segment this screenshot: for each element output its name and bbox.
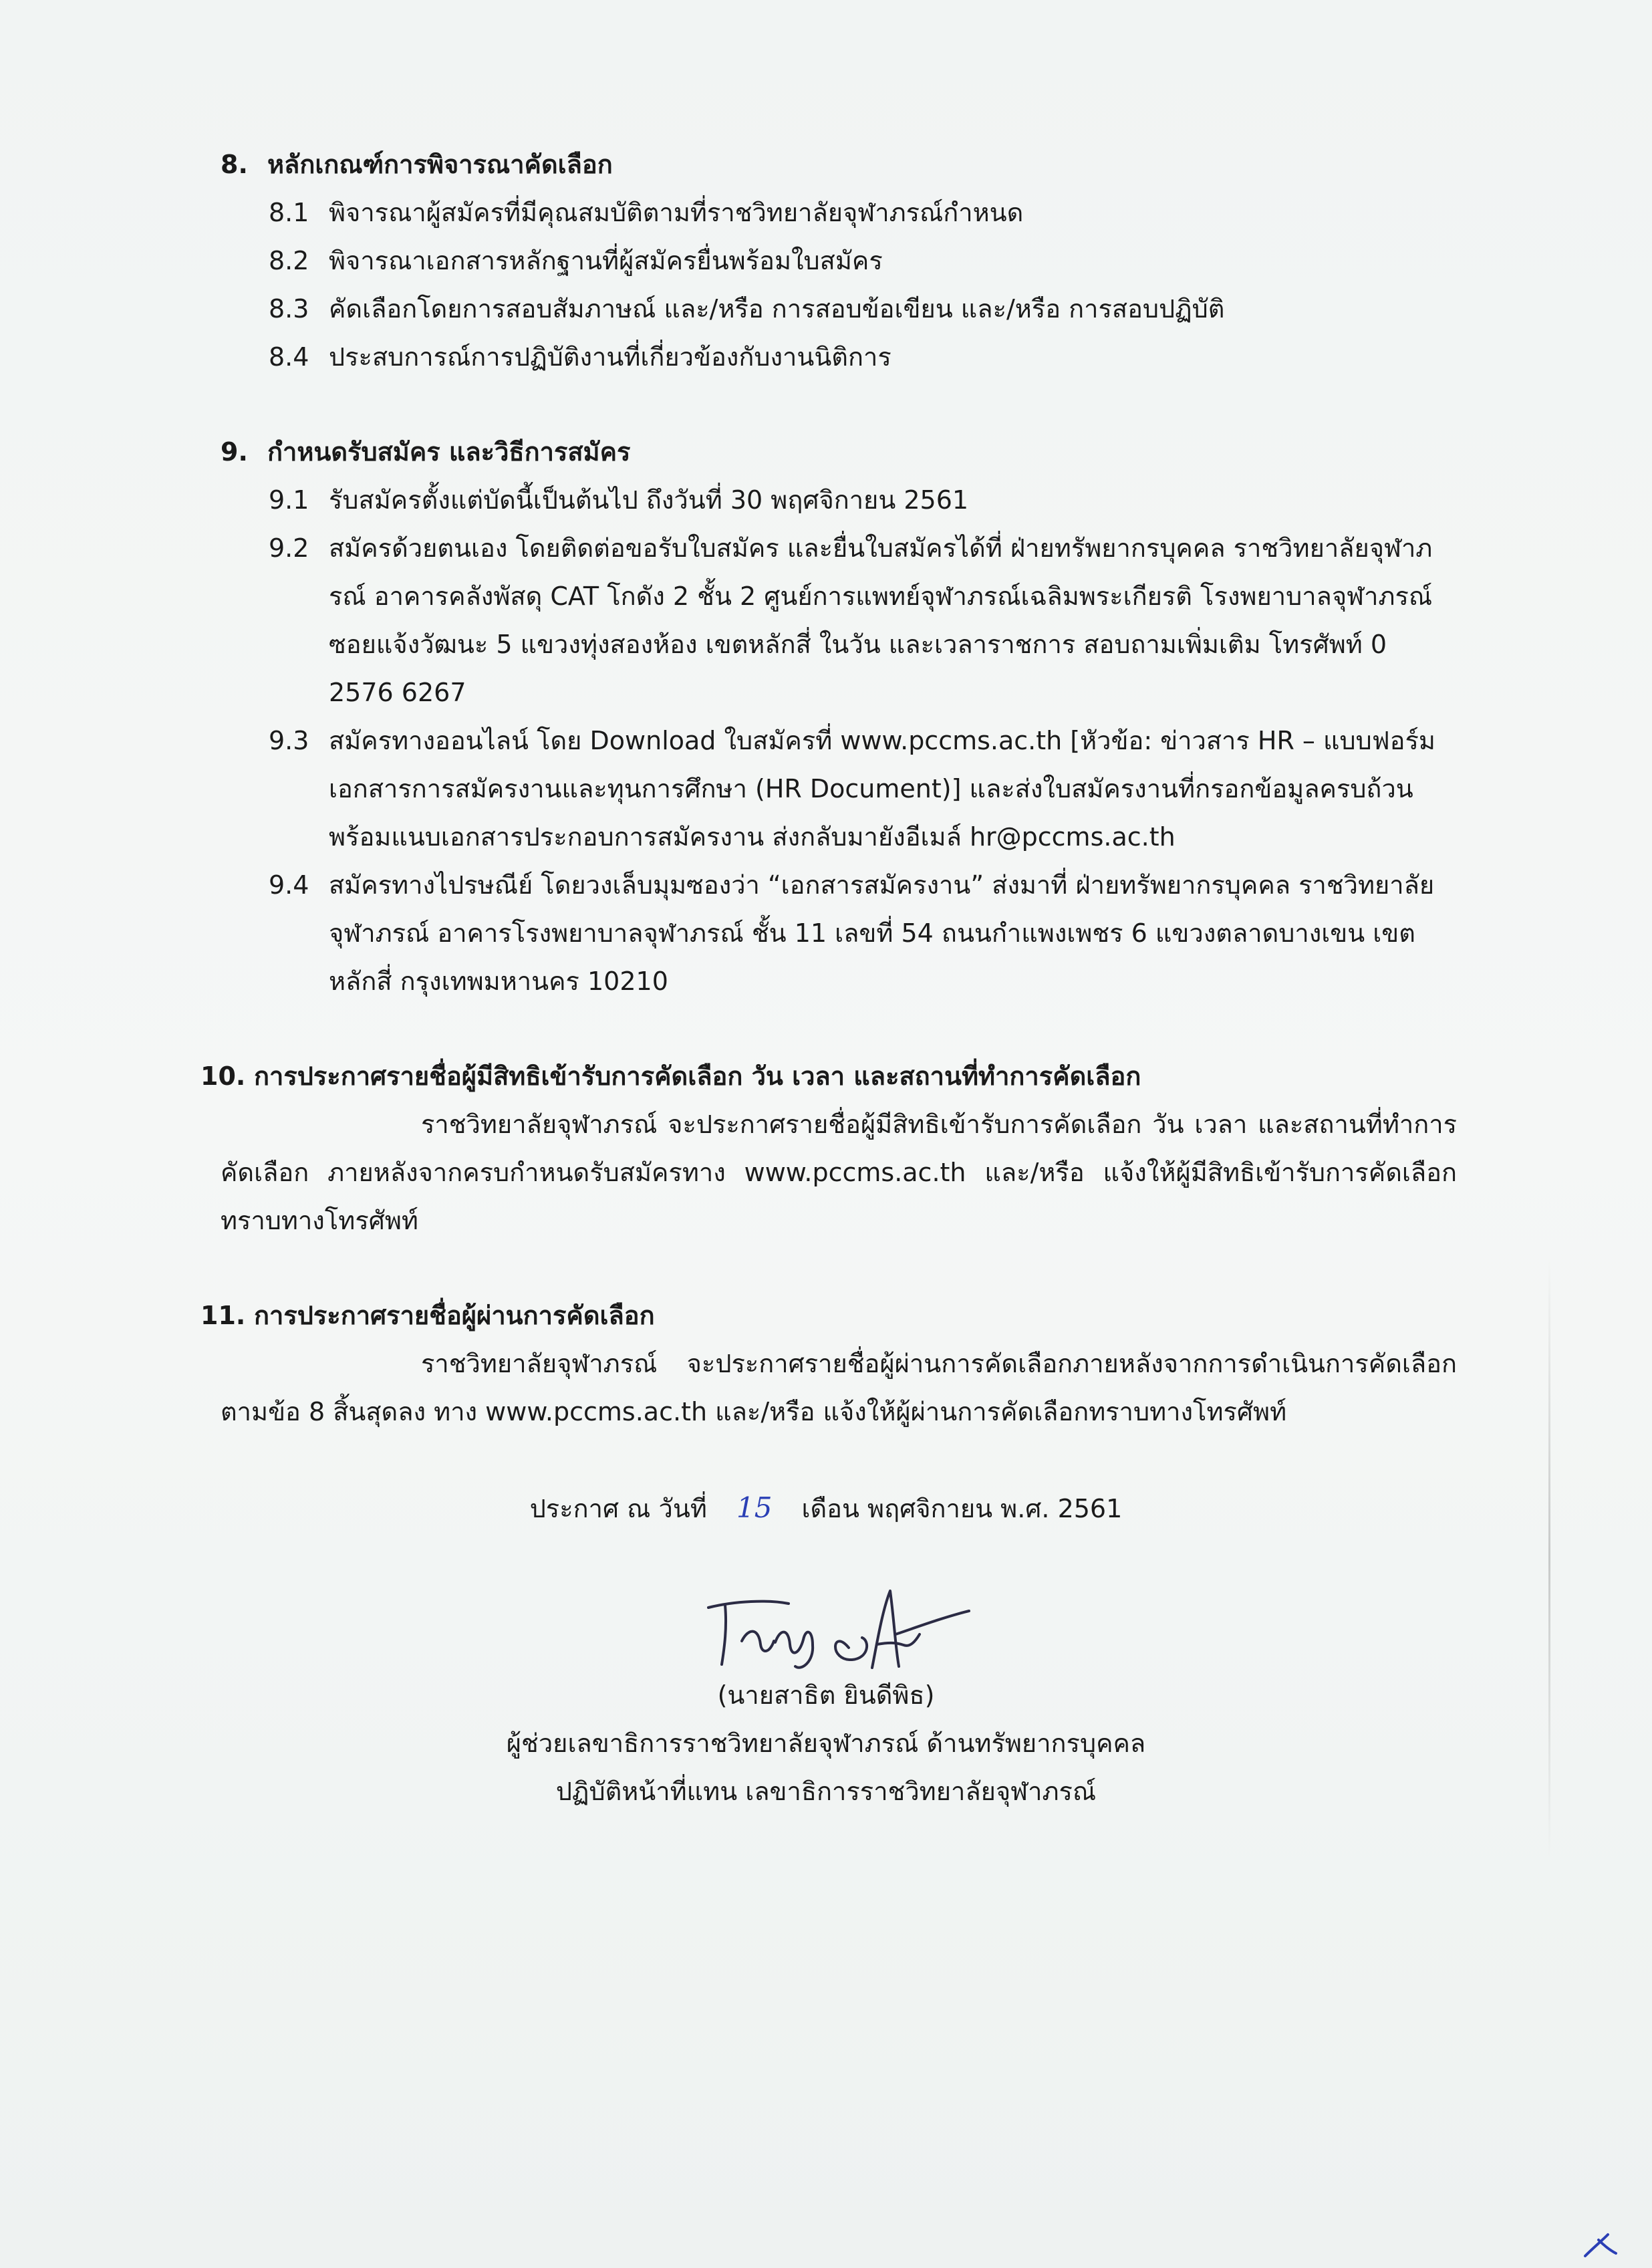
item-text: พิจารณาผู้สมัครที่มีคุณสมบัติตามที่ราชวิทยาลัยจุฬาภรณ์กำหนด <box>329 198 1024 227</box>
section-8-number: 8. <box>221 150 248 179</box>
item-9-2 <box>221 524 1457 717</box>
item-text: สมัครด้วยตนเอง โดยติดต่อขอรับใบสมัคร และยื่นใบสมัครได้ที่ ฝ่ายทรัพยากรบุคคล ราชวิทยาลัยจุฬาภรณ์ อาคารคลังพัสดุ CAT โกดัง 2 ชั้น 2 ศูนย์การแพทย์จุฬาภรณ์เฉลิมพระเกียรติ โรงพยาบาลจุฬาภรณ์ ซอยแจ้งวัฒนะ 5 แขวงทุ่งสองห้อง เขตหลักสี่ ในวัน และเวลาราชการ สอบถามเพิ่มเติม โทรศัพท์ 0 2576 6267 <box>329 533 1433 707</box>
item-number: 8.2 <box>269 246 309 275</box>
section-10-title: การประกาศรายชื่อผู้มีสิทธิเข้ารับการคัดเลือก วัน เวลา และสถานที่ทำการคัดเลือก <box>254 1061 1141 1091</box>
section-9-heading <box>221 428 1457 476</box>
item-9-3 <box>221 717 1457 861</box>
item-text: คัดเลือกโดยการสอบสัมภาษณ์ และ/หรือ การสอบข้อเขียน และ/หรือ การสอบปฏิบัติ <box>329 294 1225 324</box>
item-number: 9.4 <box>269 870 309 900</box>
signatory-position-2: ปฏิบัติหน้าที่แทน เลขาธิการราชวิทยาลัยจุฬาภรณ์ <box>555 1777 1097 1806</box>
signature-icon <box>695 1581 976 1681</box>
pen-mark-icon <box>1578 2221 1625 2261</box>
spacer <box>221 1005 1457 1052</box>
item-number: 8.1 <box>269 198 309 227</box>
item-number: 9.2 <box>269 533 309 563</box>
section-11-body: ราชวิทยาลัยจุฬาภรณ์ จะประกาศรายชื่อผู้ผ่านการคัดเลือกภายหลังจากการดำเนินการคัดเลือก ตามข้อ 8 สิ้นสุดลง ทาง www.pccms.ac.th และ/หรือ แจ้งให้ผู้ผ่านการคัดเลือกทราบทางโทรศัพท์ <box>221 1349 1457 1426</box>
announcement-suffix: เดือน พฤศจิกายน พ.ศ. 2561 <box>801 1494 1123 1523</box>
item-text: สมัครทางไปรษณีย์ โดยวงเล็บมุมซองว่า “เอกสารสมัครงาน” ส่งมาที่ ฝ่ายทรัพยากรบุคคล ราชวิทยาลัยจุฬาภรณ์ อาคารโรงพยาบาลจุฬาภรณ์ ชั้น 11 เลขที่ 54 ถนนกำแพงเพชร 6 แขวงตลาดบางเขน เขตหลักสี่ กรุงเทพมหานคร 10210 <box>329 870 1435 996</box>
signatory-name: (นายสาธิต ยินดีพิธ) <box>717 1680 935 1710</box>
item-text: สมัครทางออนไลน์ โดย Download ใบสมัครที่ www.pccms.ac.th [หัวข้อ: ข่าวสาร HR – แบบฟอร์มเอกสารการสมัครงานและทุนการศึกษา (HR Document)] และส่งใบสมัครงานที่กรอกข้อมูลครบถ้วน พร้อมแนบเอกสารประกอบการสมัครงาน ส่งกลับมายังอีเมล์ hr@pccms.ac.th <box>329 726 1435 852</box>
section-8-heading <box>221 140 1457 188</box>
item-8-4 <box>221 333 1457 381</box>
spacer <box>221 1245 1457 1291</box>
document-body <box>200 140 1457 1436</box>
item-8-1 <box>221 188 1457 237</box>
item-number: 8.4 <box>269 342 309 372</box>
item-8-3 <box>221 285 1457 333</box>
item-number: 9.3 <box>269 726 309 755</box>
item-number: 9.1 <box>269 485 309 515</box>
item-number: 8.3 <box>269 294 309 324</box>
announcement-prefix: ประกาศ ณ วันที่ <box>529 1494 707 1523</box>
section-11-number: 11. <box>200 1301 246 1330</box>
announcement-date <box>0 1484 1652 1533</box>
announcement-day: 15 <box>736 1491 773 1524</box>
spacer <box>221 381 1457 428</box>
signatory-position-1: ผู้ช่วยเลขาธิการราชวิทยาลัยจุฬาภรณ์ ด้านทรัพยากรบุคคล <box>506 1729 1146 1758</box>
item-9-1 <box>221 476 1457 524</box>
item-text: รับสมัครตั้งแต่บัดนี้เป็นต้นไป ถึงวันที่ 30 พฤศจิกายน 2561 <box>329 485 969 515</box>
item-text: พิจารณาเอกสารหลักฐานที่ผู้สมัครยื่นพร้อมใบสมัคร <box>329 246 883 275</box>
item-9-4 <box>221 861 1457 1005</box>
section-10-number: 10. <box>200 1061 246 1091</box>
section-11-title: การประกาศรายชื่อผู้ผ่านการคัดเลือก <box>254 1301 655 1330</box>
item-8-2 <box>221 237 1457 285</box>
signatory-block <box>0 1671 1652 1815</box>
section-11-heading <box>200 1291 1457 1340</box>
item-text: ประสบการณ์การปฏิบัติงานที่เกี่ยวข้องกับงานนิติการ <box>329 342 891 372</box>
section-10-heading <box>200 1052 1457 1100</box>
section-9-number: 9. <box>221 437 248 467</box>
section-8-title: หลักเกณฑ์การพิจารณาคัดเลือก <box>267 150 613 179</box>
section-9-title: กำหนดรับสมัคร และวิธีการสมัคร <box>267 437 631 467</box>
section-10-body: ราชวิทยาลัยจุฬาภรณ์ จะประกาศรายชื่อผู้มีสิทธิเข้ารับการคัดเลือก วัน เวลา และสถานที่ทำการคัดเลือก ภายหลังจากครบกำหนดรับสมัครทาง www.pccms.ac.th และ/หรือ แจ้งให้ผู้มีสิทธิเข้ารับการคัดเลือกทราบทางโทรศัพท์ <box>221 1110 1457 1235</box>
